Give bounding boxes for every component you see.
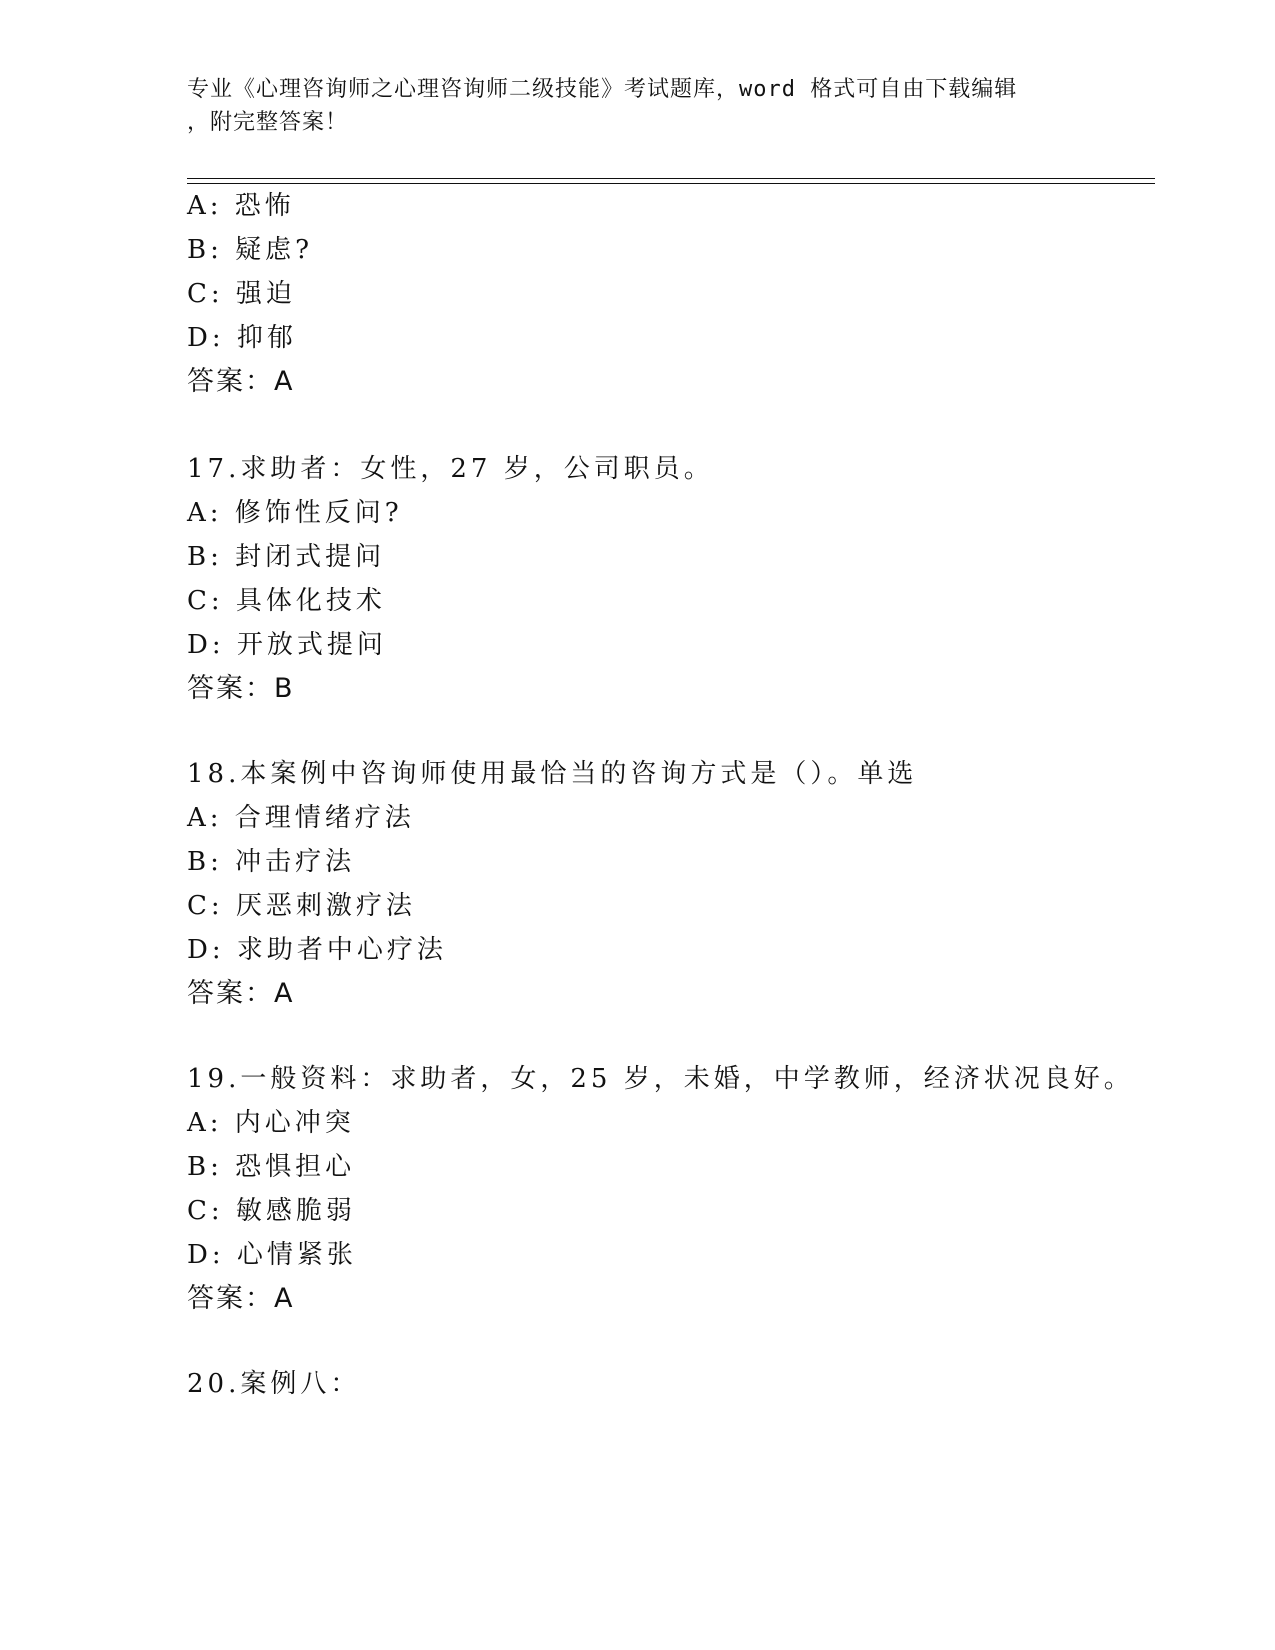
question-stem: 17.求助者：女性，27 岁，公司职员。 [187,454,714,484]
option-line: B: 恐惧担心 [187,1152,356,1182]
answer-line: 答案：A [187,978,295,1009]
option-line: C: 强迫 [187,279,296,309]
document-header [187,73,1067,139]
option-line: A: 修饰性反问? [187,498,403,528]
option-line: D: 心情紧张 [187,1240,357,1270]
option-line: D: 抑郁 [187,323,297,353]
option-line: B: 疑虑? [187,235,314,265]
question-stem: 18.本案例中咨询师使用最恰当的咨询方式是（）。单选 [187,759,918,789]
header-line-1: 专业《心理咨询师之心理咨询师二级技能》考试题库，word 格式可自由下载编辑 [187,77,1018,102]
option-line: C: 敏感脆弱 [187,1196,356,1226]
header-line-2: ，附完整答案！ [187,110,349,135]
option-line: B: 封闭式提问 [187,542,386,572]
option-line: A: 恐怖 [187,191,295,221]
header-divider-top [187,178,1155,179]
answer-line: 答案：B [187,673,295,704]
option-line: D: 求助者中心疗法 [187,935,447,965]
question-stem: 20.案例八： [187,1369,361,1399]
option-line: C: 厌恶刺激疗法 [187,891,416,921]
option-line: C: 具体化技术 [187,586,386,616]
option-line: A: 合理情绪疗法 [187,803,415,833]
option-line: A: 内心冲突 [187,1108,355,1138]
option-line: B: 冲击疗法 [187,847,356,877]
header-divider-bottom [187,183,1155,184]
answer-line: 答案：A [187,366,295,397]
question-stem: 19.一般资料：求助者，女，25 岁，未婚，中学教师，经济状况良好。 [187,1064,1134,1094]
answer-line: 答案：A [187,1283,295,1314]
option-line: D: 开放式提问 [187,630,387,660]
